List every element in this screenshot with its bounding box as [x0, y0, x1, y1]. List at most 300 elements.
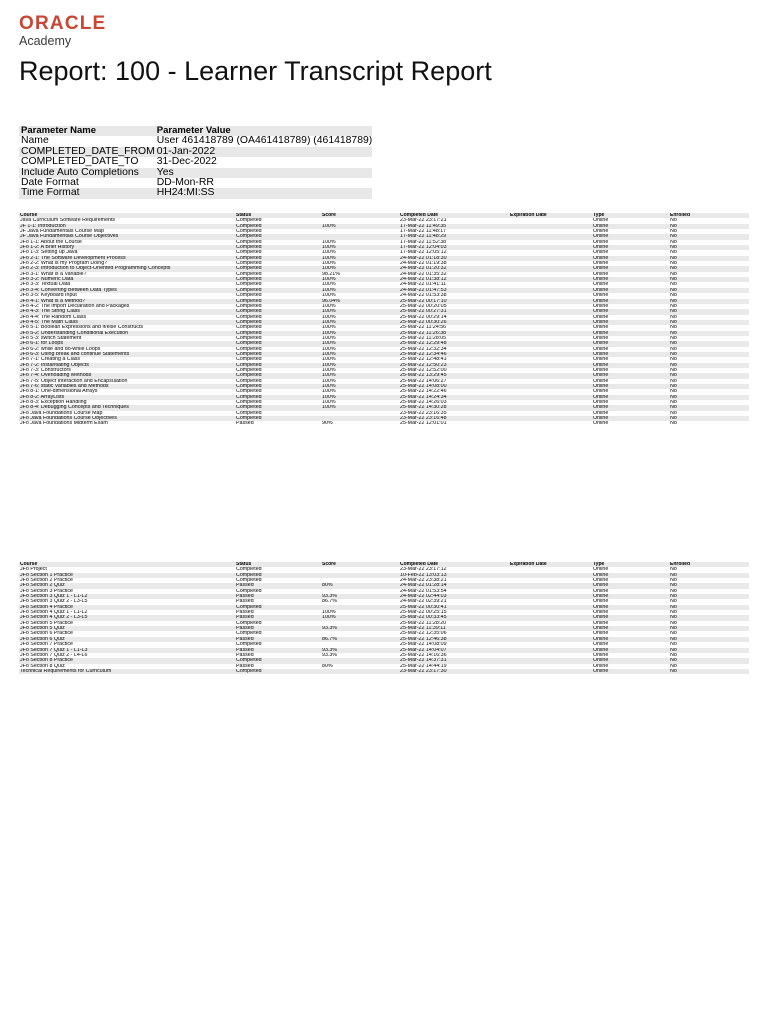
param-name-cell: COMPLETED_DATE_TO	[21, 157, 139, 168]
enrolled-cell: No	[670, 599, 677, 605]
course-cell: JFo Section 8 Practice	[19, 658, 235, 663]
course-cell: JFo Java Foundations Course Objectives	[19, 416, 235, 421]
completed-date-cell: 25-Mar-22 00:20:05	[400, 303, 447, 309]
enrolled-cell: No	[669, 320, 749, 325]
type-cell: Online	[593, 367, 609, 373]
type-cell: Type	[592, 562, 669, 567]
status-cell: Completed	[235, 384, 321, 389]
logo-brand: ORACLE	[19, 13, 107, 34]
completed-date-cell: 24-Mar-22 01:53:38	[400, 293, 447, 299]
type-cell: Online	[593, 229, 609, 235]
course-cell: JFo 1-1: About the Course	[20, 239, 82, 245]
completed-date-cell: 25-Mar-22 14:26:03	[400, 400, 447, 406]
enrolled-cell: No	[669, 615, 749, 620]
oracle-academy-logo	[19, 14, 106, 48]
course-cell: JFo Section 3 Quiz 2 - L3-L5	[20, 599, 88, 605]
type-cell: Online	[593, 610, 609, 616]
score-cell: 100%	[321, 256, 399, 261]
type-cell: Online	[593, 282, 609, 288]
completed-date-cell: 25-Mar-22 12:34:46	[399, 352, 509, 357]
type-cell: Online	[592, 331, 669, 336]
completed-date-cell: 25-Mar-22 14:30:28	[399, 405, 509, 410]
course-cell: JFo 5-2: Understanding Conditional Execution	[19, 331, 235, 336]
type-cell: Online	[593, 389, 609, 395]
status-cell: Completed	[236, 303, 262, 309]
status-cell: Completed	[236, 400, 262, 406]
param-value-cell: 01-Jan-2022	[155, 147, 372, 157]
transcript-table-2	[19, 562, 749, 674]
status-cell: Completed	[236, 588, 262, 594]
enrolled-cell: No	[669, 277, 749, 282]
course-cell: JFo Section 3 Practice	[20, 588, 73, 594]
enrolled-cell: No	[670, 642, 677, 648]
completed-date-cell: 24-Mar-22 02:39:21	[400, 599, 447, 605]
status-cell: Completed	[236, 410, 262, 416]
enrolled-cell: No	[670, 335, 677, 341]
course-cell: JF Java Fundamentals Course Objectives	[19, 234, 235, 239]
type-cell: Online	[592, 363, 669, 368]
completed-date-cell: 25-Mar-22 12:32:34	[400, 346, 447, 352]
course-cell: JFo 8-4: Debugging Concepts and Techniques	[19, 405, 235, 410]
enrolled-cell: No	[669, 573, 749, 578]
type-cell: Online	[592, 573, 669, 578]
status-cell: Completed	[236, 239, 262, 245]
completed-date-cell: 23-Mar-22 23:16:48	[399, 416, 509, 421]
expiration-date-cell	[509, 421, 592, 426]
completed-date-cell: Completed Date	[399, 213, 509, 218]
completed-date-cell: 25-Mar-22 00:30:41	[399, 605, 509, 610]
status-cell: Completed	[235, 395, 321, 400]
score-cell: 100%	[321, 288, 399, 293]
score-cell: 100%	[321, 341, 399, 346]
course-cell: JFo Section 5 Quiz	[19, 626, 235, 631]
completed-date-cell: 25-Mar-22 14:16:36	[400, 652, 447, 658]
type-cell: Online	[592, 395, 669, 400]
status-cell: Passed	[236, 663, 254, 669]
enrolled-cell: No	[669, 331, 749, 336]
score-cell: 100%	[322, 378, 336, 384]
status-cell: Passed	[236, 599, 254, 605]
course-cell: JFo 7-5: Object Interaction and Encapsulation	[20, 378, 128, 384]
score-cell: Score	[321, 562, 399, 567]
param-name-cell: Parameter Name	[19, 126, 155, 136]
enrolled-cell: No	[670, 620, 677, 626]
score-cell: 100%	[322, 367, 336, 373]
enrolled-cell: Enrolled	[669, 213, 749, 218]
course-cell: JFo 7-3: Constructors	[20, 367, 71, 373]
type-cell: Online	[593, 599, 609, 605]
completed-date-cell: 25-Mar-22 12:50:23	[399, 363, 509, 368]
completed-date-cell: 25-Mar-22 11:39:11	[399, 626, 509, 631]
status-cell: Completed	[236, 642, 262, 648]
completed-date-cell: 25-Mar-22 14:37:31	[399, 658, 509, 663]
status-cell: Completed	[235, 277, 321, 282]
completed-date-cell: 25-Mar-22 12:48:41	[400, 357, 447, 363]
table-row	[19, 188, 372, 198]
enrolled-cell: No	[670, 218, 677, 224]
status-cell: Completed	[236, 229, 262, 235]
status-cell: Completed	[236, 578, 262, 584]
course-cell: JFo 1-3: Setting up Java	[20, 250, 78, 256]
completed-date-cell: 25-Mar-22 00:30:26	[399, 320, 509, 325]
type-cell: Online	[592, 384, 669, 389]
completed-date-cell: 25-Mar-22 11:24:56	[400, 325, 447, 331]
type-cell: Online	[593, 325, 609, 331]
status-cell: Completed	[235, 669, 321, 674]
score-cell: 100%	[321, 405, 399, 410]
score-cell: 93.3%	[321, 626, 399, 631]
expiration-date-cell: Expiration Date	[509, 562, 592, 567]
type-cell: Online	[592, 256, 669, 261]
enrolled-cell: No	[670, 567, 677, 573]
type-cell: Online	[592, 626, 669, 631]
course-cell: JFo Section 4 Practice	[19, 605, 235, 610]
course-cell: Course	[19, 562, 235, 567]
completed-date-cell: 25-Mar-22 14:24:34	[399, 395, 509, 400]
enrolled-cell: No	[669, 309, 749, 314]
type-cell: Online	[592, 405, 669, 410]
score-cell: 100%	[321, 352, 399, 357]
completed-date-cell: 24-Mar-22 01:19:38	[400, 261, 447, 267]
course-cell: JFo 3-4: Converting Between Data Types	[19, 288, 235, 293]
score-cell: 100%	[322, 357, 336, 363]
type-cell: Online	[593, 642, 609, 648]
type-cell: Online	[592, 224, 669, 229]
completed-date-cell: 17-Mar-22 11:52:38	[400, 239, 447, 245]
score-cell: 93.3%	[321, 648, 399, 653]
score-cell: 96.04%	[321, 299, 399, 304]
score-cell: 98.21%	[322, 271, 340, 277]
type-cell: Online	[592, 669, 669, 674]
course-cell: Java Curriculum Software Requirements	[20, 218, 116, 224]
param-name-cell: Name	[21, 136, 49, 147]
completed-date-cell: 25-Mar-22 14:22:46	[400, 389, 447, 395]
course-cell: JFo 6-3: Using break and continue Statements	[19, 352, 235, 357]
status-cell: Passed	[235, 648, 321, 653]
status-cell: Completed	[236, 293, 262, 299]
status-cell: Completed	[236, 620, 262, 626]
score-cell: 100%	[322, 314, 336, 320]
type-cell: Online	[592, 416, 669, 421]
score-cell: 100%	[322, 239, 336, 245]
completed-date-cell: 25-Mar-22 14:08:09	[400, 642, 447, 648]
status-cell: Completed	[235, 288, 321, 293]
completed-date-cell: 24-Mar-22 02:44:03	[399, 594, 509, 599]
param-value-cell: DD-Mon-RR	[156, 178, 214, 189]
score-cell: 100%	[322, 303, 336, 309]
status-cell: Passed	[236, 421, 254, 427]
course-cell: JFo Section 4 Quiz 2 - L3-L5	[19, 615, 235, 620]
enrolled-cell: No	[670, 282, 677, 288]
course-cell: JFo 7-4: Overloading Methods	[19, 373, 235, 378]
enrolled-cell: No	[670, 261, 677, 267]
status-cell: Completed	[235, 658, 321, 663]
completed-date-cell: 23-Mar-22 23:17:12	[400, 567, 447, 573]
score-cell: 86.7%	[321, 637, 399, 642]
score-cell: 93.3%	[322, 652, 338, 658]
completed-date-cell: 25-Mar-22 00:27:31	[399, 309, 509, 314]
table-row	[19, 178, 372, 188]
completed-date-cell: 24-Mar-22 23:38:21	[400, 578, 447, 584]
type-cell: Online	[593, 335, 609, 341]
table-row	[19, 669, 749, 674]
completed-date-cell: 17-Mar-22 11:49:35	[399, 224, 509, 229]
status-cell: Passed	[235, 594, 321, 599]
enrolled-cell: No	[669, 583, 749, 588]
completed-date-cell: 25-Mar-22 11:26:38	[399, 331, 509, 336]
score-cell: 100%	[322, 250, 336, 256]
completed-date-cell: 25-Mar-22 12:29:48	[399, 341, 509, 346]
score-cell: Score	[321, 213, 399, 218]
enrolled-cell: No	[669, 256, 749, 261]
status-cell: Passed	[235, 626, 321, 631]
course-cell: JFo 7-6: static Variables and Methods	[19, 384, 235, 389]
score-cell: 100%	[321, 320, 399, 325]
enrolled-cell: No	[669, 363, 749, 368]
transcript-table-1	[19, 213, 749, 427]
completed-date-cell: 24-Mar-22 01:28:14	[399, 583, 509, 588]
status-cell: Completed	[236, 346, 262, 352]
course-cell: JFo 8-1: One-dimensional Arrays	[20, 389, 98, 395]
enrolled-cell: No	[669, 352, 749, 357]
score-cell: 100%	[321, 373, 399, 378]
course-cell: JFo 4-3: The String Class	[19, 309, 235, 314]
type-cell: Online	[593, 631, 609, 637]
score-cell	[321, 669, 399, 674]
course-cell: JFo Java Foundations Midterm Exam	[20, 421, 108, 427]
enrolled-cell: No	[670, 293, 677, 299]
enrolled-cell: No	[670, 250, 677, 256]
enrolled-cell: No	[670, 610, 677, 616]
table-row	[19, 147, 372, 157]
type-cell: Online	[592, 277, 669, 282]
course-cell: JFo Section 7 Quiz 2 - L4-L6	[20, 652, 88, 658]
enrolled-cell: No	[669, 605, 749, 610]
completed-date-cell: 24-Mar-22 01:20:32	[399, 266, 509, 271]
course-cell: JFo 4-4: The Random Class	[20, 314, 87, 320]
score-cell: 80%	[321, 583, 399, 588]
param-name-cell: Time Format	[19, 188, 155, 198]
param-value-cell: 31-Dec-2022	[156, 157, 217, 168]
course-cell: JFo 3-3: Textual Data	[20, 282, 71, 288]
enrolled-cell: No	[670, 367, 677, 373]
completed-date-cell: 25-Mar-22 11:28:05	[400, 335, 447, 341]
score-cell: 100%	[322, 400, 336, 406]
status-cell: Passed	[235, 637, 321, 642]
enrolled-cell: No	[670, 314, 677, 320]
enrolled-cell: No	[670, 378, 677, 384]
status-cell: Completed	[235, 605, 321, 610]
course-cell: JFo 3-2: Numeric Data	[19, 277, 235, 282]
completed-date-cell: 25-Mar-22 13:29:45	[399, 373, 509, 378]
completed-date-cell: 25-Mar-22 11:28:20	[400, 620, 447, 626]
param-name-cell: Include Auto Completions	[19, 168, 155, 178]
completed-date-cell: 25-Mar-22 00:29:14	[400, 314, 447, 320]
status-cell: Completed	[236, 314, 262, 320]
enrolled-cell: No	[670, 357, 677, 363]
type-cell: Online	[592, 266, 669, 271]
completed-date-cell: 25-Mar-22 14:44:19	[400, 663, 447, 669]
status-cell: Completed	[236, 567, 262, 573]
status-cell: Completed	[236, 367, 262, 373]
type-cell: Online	[592, 245, 669, 250]
type-cell: Online	[592, 605, 669, 610]
type-cell: Online	[593, 652, 609, 658]
type-cell: Online	[592, 320, 669, 325]
course-cell: JFo Section 4 Quiz 1 - L1-L2	[20, 610, 88, 616]
status-cell: Completed	[236, 250, 262, 256]
course-cell: JFo 4-5: The Math Class	[19, 320, 235, 325]
type-cell: Online	[592, 615, 669, 620]
type-cell: Online	[593, 620, 609, 626]
table-row	[19, 157, 372, 167]
enrolled-cell: No	[669, 637, 749, 642]
score-cell: 93.3%	[321, 594, 399, 599]
status-cell: Completed	[235, 416, 321, 421]
status-cell: Completed	[236, 631, 262, 637]
type-cell: Online	[593, 303, 609, 309]
status-cell: Completed	[236, 261, 262, 267]
course-cell: JF 1-1: Introduction	[19, 224, 235, 229]
enrolled-cell: No	[670, 663, 677, 669]
course-cell: JFo Section 6 Practice	[20, 631, 73, 637]
completed-date-cell: 25-Mar-22 00:17:10	[399, 299, 509, 304]
status-cell: Completed	[236, 335, 262, 341]
enrolled-cell: No	[670, 652, 677, 658]
score-cell: 100%	[322, 325, 336, 331]
type-cell: Online	[593, 250, 609, 256]
completed-date-cell: 17-Mar-22 11:48:17	[400, 229, 447, 235]
status-cell: Completed	[235, 341, 321, 346]
type-cell: Online	[593, 357, 609, 363]
status-cell: Completed	[235, 373, 321, 378]
status-cell: Completed	[235, 299, 321, 304]
enrolled-cell: No	[669, 341, 749, 346]
completed-date-cell: 25-Mar-22 14:08:00	[399, 384, 509, 389]
score-cell: 80%	[322, 663, 333, 669]
type-cell: Type	[592, 213, 669, 218]
course-cell: JFo Section 8 Quiz	[20, 663, 65, 669]
course-cell: JFo Section 5 Practice	[20, 620, 73, 626]
course-cell: JFo 3-5: Keyboard Input	[20, 293, 77, 299]
course-cell: JFo 6-2: while and do-while Loops	[20, 346, 101, 352]
completed-date-cell: 25-Mar-22 00:25:15	[400, 610, 447, 616]
status-cell: Completed	[235, 234, 321, 239]
completed-date-cell: 25-Mar-22 12:46:38	[399, 637, 509, 642]
enrolled-cell: No	[670, 239, 677, 245]
score-cell: 100%	[321, 363, 399, 368]
enrolled-cell: No	[669, 299, 749, 304]
completed-date-cell: 24-Mar-22 01:47:53	[399, 288, 509, 293]
course-cell: JFo 8-2: ArrayLists	[19, 395, 235, 400]
score-cell: 100%	[321, 266, 399, 271]
status-cell: Completed	[235, 256, 321, 261]
completed-date-cell: 25-Mar-22 12:01:01	[400, 421, 447, 427]
enrolled-cell: No	[670, 588, 677, 594]
course-cell: JFo Section 2 Practice	[20, 578, 73, 584]
course-cell: JFo 4-1: What is a Method?	[19, 299, 235, 304]
course-cell: JFo 2-3: Introduction to Object-Oriented Programming Concepts	[19, 266, 235, 271]
course-cell: Course	[19, 213, 235, 218]
param-value-cell: User 461418789 (OA461418789) (461418789)	[156, 136, 373, 147]
course-cell: JFo 4-2: The import Declaration and Packages	[20, 303, 130, 309]
enrolled-cell: No	[669, 648, 749, 653]
enrolled-cell: No	[670, 400, 677, 406]
enrolled-cell: No	[669, 234, 749, 239]
course-cell: JFo 5-3: switch Statement	[20, 335, 82, 341]
score-cell: 100%	[322, 282, 336, 288]
status-cell: Completed	[236, 378, 262, 384]
enrolled-cell: No	[669, 373, 749, 378]
status-cell: Completed	[236, 218, 262, 224]
enrolled-cell: No	[670, 303, 677, 309]
score-cell: 100%	[322, 335, 336, 341]
completed-date-cell: 25-Mar-22 12:35:06	[400, 631, 447, 637]
type-cell: Online	[592, 373, 669, 378]
type-cell: Online	[593, 314, 609, 320]
course-cell: Technical Requirements for Curriculum	[19, 669, 235, 674]
report-title: Report: 100 - Learner Transcript Report	[19, 56, 492, 86]
type-cell: Online	[593, 400, 609, 406]
param-name-cell: COMPLETED_DATE_FROM	[21, 146, 155, 157]
course-cell: JFo Section 7 Quiz 1 - L1-L3	[19, 648, 235, 653]
status-cell: Completed	[235, 224, 321, 229]
status-cell: Passed	[236, 652, 254, 658]
status-cell: Completed	[235, 309, 321, 314]
param-value-cell: Yes	[155, 168, 372, 178]
course-cell: JFo 1-2: A Brief History	[19, 245, 235, 250]
enrolled-cell: No	[669, 405, 749, 410]
table-header-row	[19, 126, 372, 136]
course-cell: JFo 2-1: The Software Development Process	[19, 256, 235, 261]
expiration-date-cell: Expiration Date	[509, 213, 592, 218]
table-row	[19, 421, 749, 426]
completed-date-cell: 24-Mar-22 01:35:32	[400, 271, 447, 277]
score-cell: 100%	[321, 277, 399, 282]
completed-date-cell: 25-Mar-22 14:06:27	[400, 378, 447, 384]
completed-date-cell: 25-Mar-22 14:04:07	[399, 648, 509, 653]
param-name-cell: Date Format	[21, 178, 79, 189]
type-cell: Online	[592, 637, 669, 642]
course-cell: JFo Section 2 Quiz	[19, 583, 235, 588]
status-cell: Passed	[235, 615, 321, 620]
completed-date-cell: 24-Mar-22 01:53:54	[400, 588, 447, 594]
type-cell: Online	[592, 299, 669, 304]
completed-date-cell: 24-Mar-22 01:41:11	[400, 282, 447, 288]
enrolled-cell: No	[669, 669, 749, 674]
status-cell: Completed	[235, 245, 321, 250]
status-cell: Completed	[236, 325, 262, 331]
course-cell: JFo 2-2: What is my Program Doing?	[20, 261, 108, 267]
completed-date-cell: 25-Mar-22 00:33:45	[399, 615, 509, 620]
table-row	[19, 136, 372, 146]
type-cell: Online	[593, 410, 609, 416]
status-cell: Completed	[236, 282, 262, 288]
type-cell: Online	[592, 309, 669, 314]
type-cell: Online	[592, 234, 669, 239]
enrolled-cell: No	[669, 224, 749, 229]
score-cell: 100%	[322, 389, 336, 395]
status-cell: Completed	[236, 357, 262, 363]
course-cell: JFo 5-1: Boolean Expressions and if/else Constructs	[20, 325, 144, 331]
status-cell: Completed	[236, 389, 262, 395]
enrolled-cell: No	[670, 346, 677, 352]
score-cell: 100%	[321, 615, 399, 620]
enrolled-cell: No	[670, 389, 677, 395]
type-cell: Online	[592, 583, 669, 588]
completed-date-cell: 24-Mar-22 01:38:12	[399, 277, 509, 282]
type-cell: Online	[593, 567, 609, 573]
